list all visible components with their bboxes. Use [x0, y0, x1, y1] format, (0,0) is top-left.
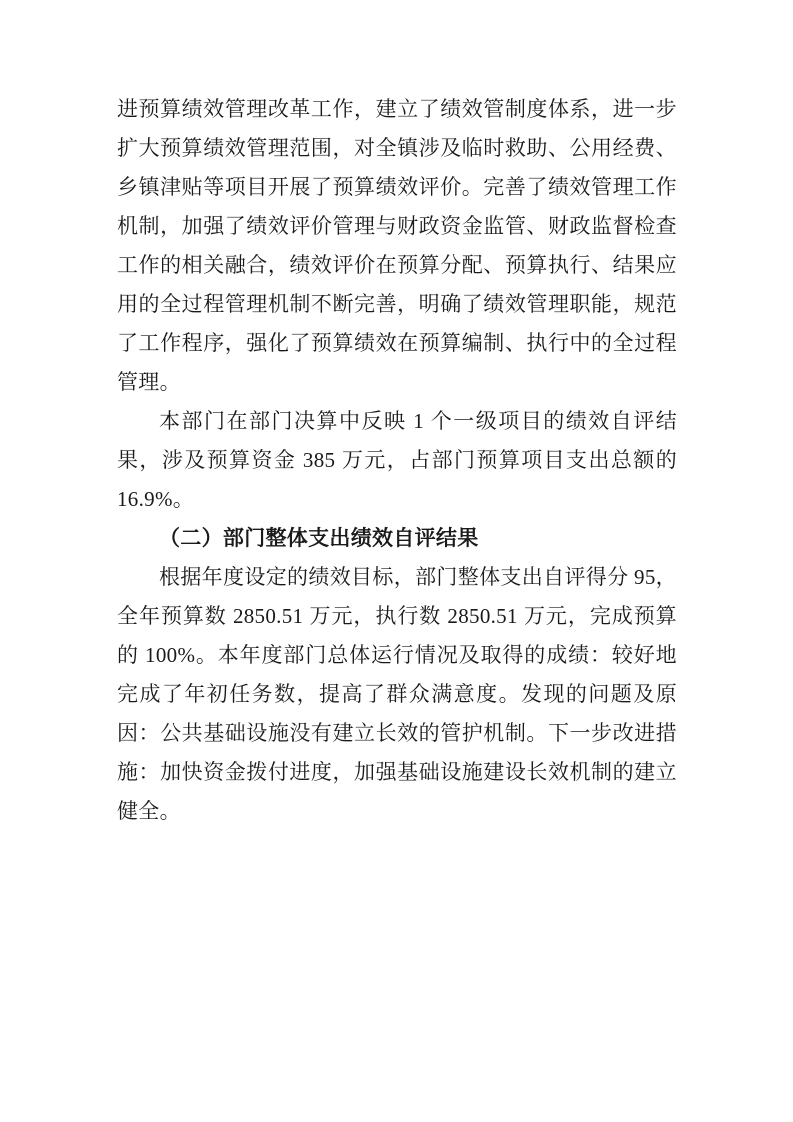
- section-heading: （二）部门整体支出绩效自评结果: [159, 526, 479, 550]
- paragraph: 本部门在部门决算中反映 1 个一级项目的绩效自评结果，涉及预算资金 385 万元，占部门预算项目支出总额的 16.9%。: [117, 409, 677, 511]
- paragraph: 根据年度设定的绩效目标，部门整体支出自评得分 95，全年预算数 2850.51 万元，执行数 2850.51 万元，完成预算的 100%。本年度部门总体运行情况及取得的成绩：较好地完成了年初任务数，提高了群众满意度。发现的问题及原因：公共基础设施没有建立长效的管护机制。下一步改进措施：加快资金拨付进度，加强基础设施建设长效机制的建立健全。: [117, 565, 677, 823]
- document-body: [117, 90, 677, 831]
- paragraph: 进预算绩效管理改革工作，建立了绩效管制度体系，进一步扩大预算绩效管理范围，对全镇涉及临时救助、公用经费、乡镇津贴等项目开展了预算绩效评价。完善了绩效管理工作机制，加强了绩效评价管理与财政资金监管、财政监督检查工作的相关融合，绩效评价在预算分配、预算执行、结果应用的全过程管理机制不断完善，明确了绩效管理职能，规范了工作程序，强化了预算绩效在预算编制、执行中的全过程管理。: [117, 97, 677, 394]
